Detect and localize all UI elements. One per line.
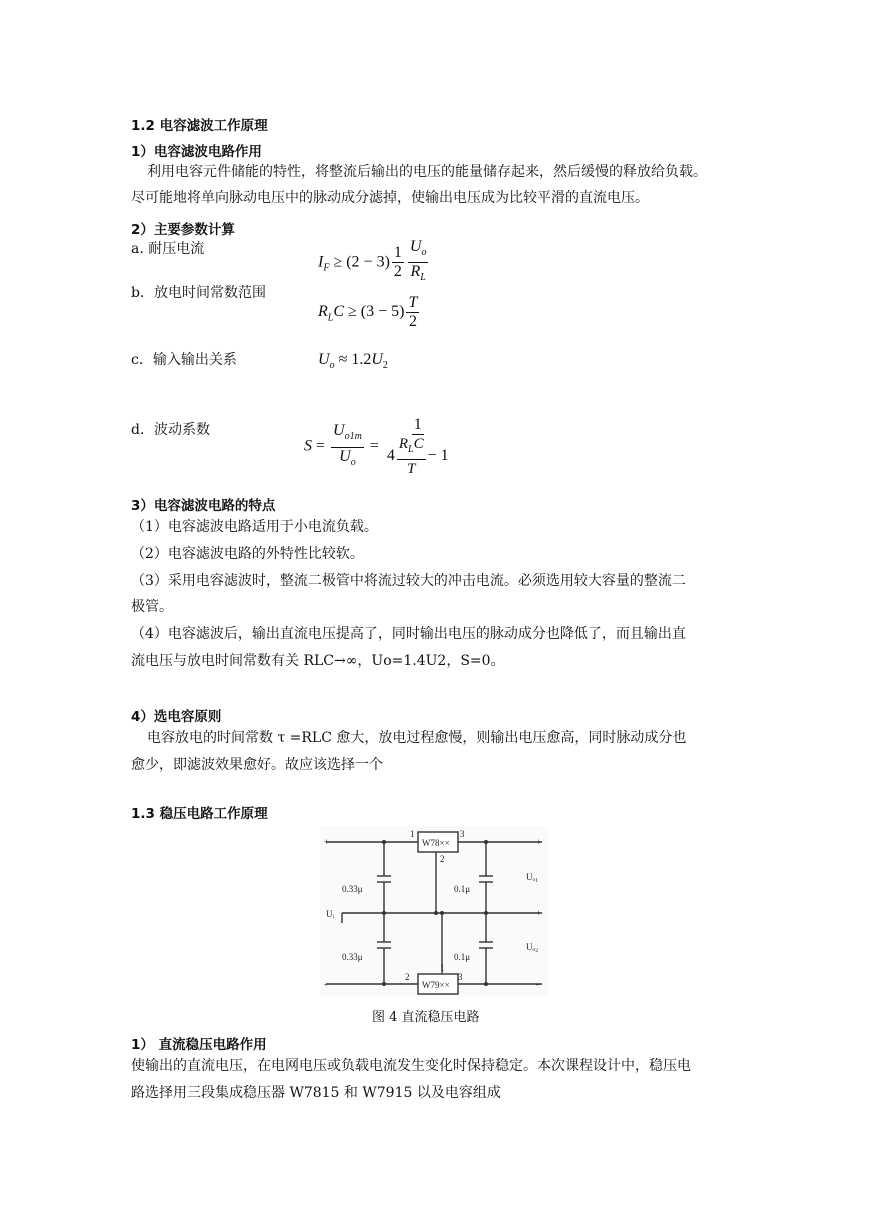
paragraph-line: 尽可能地将单向脉动电压中的脉动成分滤掉，使输出电压成为比较平滑的直流电压。	[131, 190, 649, 206]
input-voltage-label: Uᵢ	[326, 909, 334, 919]
regulator-circuit-figure	[320, 826, 548, 996]
figure-caption: 图 4 直流稳压电路	[372, 1010, 480, 1025]
terminal-minus: -	[324, 979, 327, 989]
terminal-plus: +	[536, 908, 542, 918]
formula-b: $R_LC \ge (3 - 5)$ $\frac{T}{2}$	[318, 294, 418, 330]
heading-features: 3）电容滤波电路的特点	[131, 498, 276, 514]
chip-top-label: W78××	[422, 838, 450, 848]
paragraph-line: 电容放电的时间常数 τ =RLC 愈大，放电过程愈慢，则输出电压愈高，同时脉动成分也	[147, 730, 687, 746]
paragraph-line: 愈少，即滤波效果愈好。故应该选择一个	[131, 757, 383, 773]
section-title-1-3: 1.3 稳压电路工作原理	[131, 806, 268, 822]
feature-item: （3）采用电容滤波时，整流二极管中将流过较大的冲击电流。必须选用较大容量的整流二	[131, 573, 686, 589]
feature-item-cont: 流电压与放电时间常数有关 RLC→∞，Uo=1.4U2，S=0。	[131, 653, 505, 669]
pin-label: 3	[458, 972, 463, 982]
heading-filter-function: 1）电容滤波电路作用	[131, 144, 262, 160]
feature-item-cont: 极管。	[131, 599, 173, 615]
pin-label: 2	[440, 854, 445, 864]
feature-item: （1）电容滤波电路适用于小电流负载。	[131, 519, 378, 535]
feature-item: （2）电容滤波电路的外特性比较软。	[131, 546, 364, 562]
pin-label: 1	[440, 963, 445, 973]
output-voltage-2-label: Uₒ₂	[526, 942, 539, 952]
heading-parameters: 2）主要参数计算	[131, 222, 235, 238]
pin-label: 1	[410, 829, 415, 839]
circuit-diagram	[320, 826, 548, 996]
cap-label: 0.33μ	[342, 952, 363, 962]
section-title-1-2: 1.2 电容滤波工作原理	[131, 118, 268, 134]
pin-label: 3	[460, 829, 465, 839]
terminal-plus: +	[536, 837, 542, 847]
heading-regulator-function: 1） 直流稳压电路作用	[131, 1037, 267, 1053]
feature-item: （4）电容滤波后，输出直流电压提高了，同时输出电压的脉动成分也降低了，而且输出直	[131, 626, 686, 642]
cap-label: 0.1μ	[454, 952, 471, 962]
cap-label: 0.33μ	[342, 884, 363, 894]
paragraph-line: 利用电容元件储能的特性，将整流后输出的电压的能量储存起来，然后缓慢的释放给负载。	[147, 164, 707, 180]
terminal-minus: -	[536, 979, 539, 989]
param-c-label: c．输入输出关系	[131, 352, 237, 368]
formula-d: S = $\frac{U_{o1m}}{U_o}$ = 1 4 $\frac{R_LC}{T}$ − 1	[304, 416, 449, 477]
formula-c: $U_o \approx 1.2U_2$	[318, 351, 388, 372]
output-voltage-1-label: Uₒ₁	[526, 872, 539, 882]
chip-bottom-label: W79××	[422, 980, 450, 990]
formula-a: $I_F \ge (2 - 3)$ $\frac{1}{2}$ $\frac{U_o}{R_L}$	[318, 238, 427, 284]
param-a-label: a. 耐压电流	[131, 241, 205, 257]
paragraph-line: 使输出的直流电压，在电网电压或负载电流发生变化时保持稳定。本次课程设计中，稳压电	[131, 1058, 691, 1074]
param-d-label: d．波动系数	[131, 422, 210, 438]
param-b-label: b．放电时间常数范围	[131, 285, 266, 301]
heading-capacitor-selection: 4）选电容原则	[131, 709, 222, 725]
pin-label: 2	[405, 972, 410, 982]
paragraph-line: 路选择用三段集成稳压器 W7815 和 W7915 以及电容组成	[131, 1085, 501, 1101]
terminal-plus: +	[324, 837, 330, 847]
cap-label: 0.1μ	[454, 884, 471, 894]
